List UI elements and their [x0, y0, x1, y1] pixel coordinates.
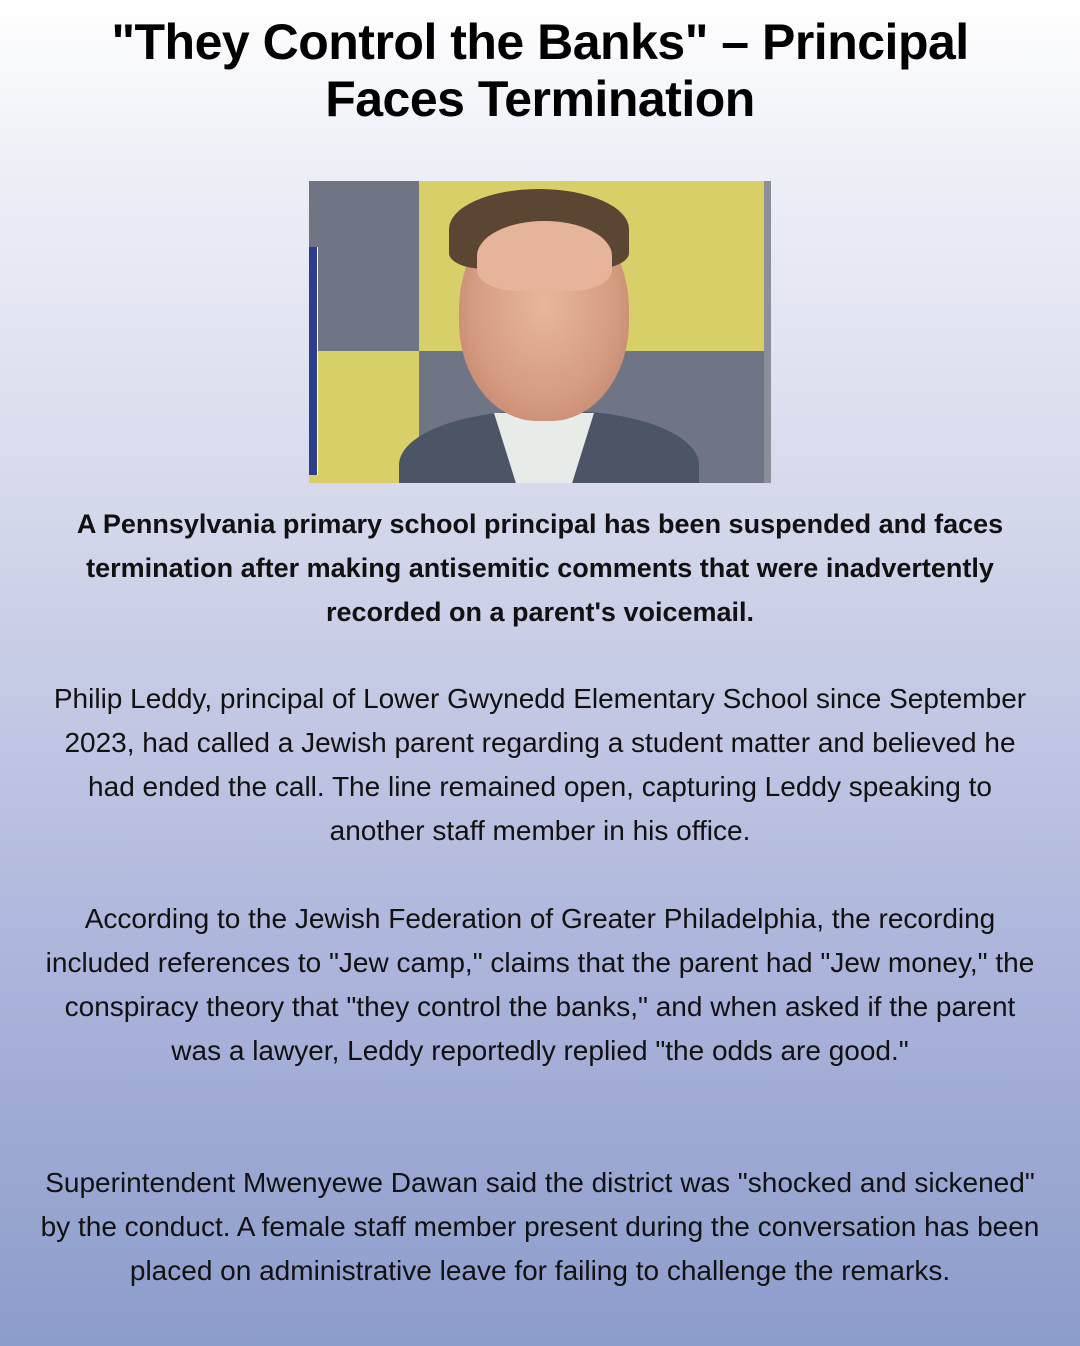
forehead — [477, 221, 612, 291]
lead-paragraph: A Pennsylvania primary school principal has been suspended and faces termination after making antisemitic comments that were inadvertently recorded on a parent's voicemail. — [76, 509, 1004, 627]
headline: "They Control the Banks" – Principal Faces Termination — [111, 14, 969, 127]
blue-frame-edge — [309, 247, 318, 475]
principal-photo — [309, 181, 771, 483]
wall-edge — [764, 181, 771, 483]
body-paragraph: According to the Jewish Federation of Greater Philadelphia, the recording included references to "Jew camp," claims that the parent had "Jew money," the conspiracy theory that "they control the banks," and when asked if the parent was a lawyer, Leddy reportedly replied "the odds are good." — [45, 903, 1035, 1066]
body-paragraph: Philip Leddy, principal of Lower Gwynedd Elementary School since September 2023, had called a Jewish parent regarding a student matter and believed he had ended the call. The line remained open, capturing Leddy speaking to another staff member in his office. — [53, 683, 1027, 846]
body-paragraph: Superintendent Mwenyewe Dawan said the district was "shocked and sickened" by the conduct. A female staff member present during the conversation has been placed on administrative leave for failing to challenge the remarks. — [40, 1167, 1040, 1286]
wall-tile-gray — [309, 181, 419, 351]
